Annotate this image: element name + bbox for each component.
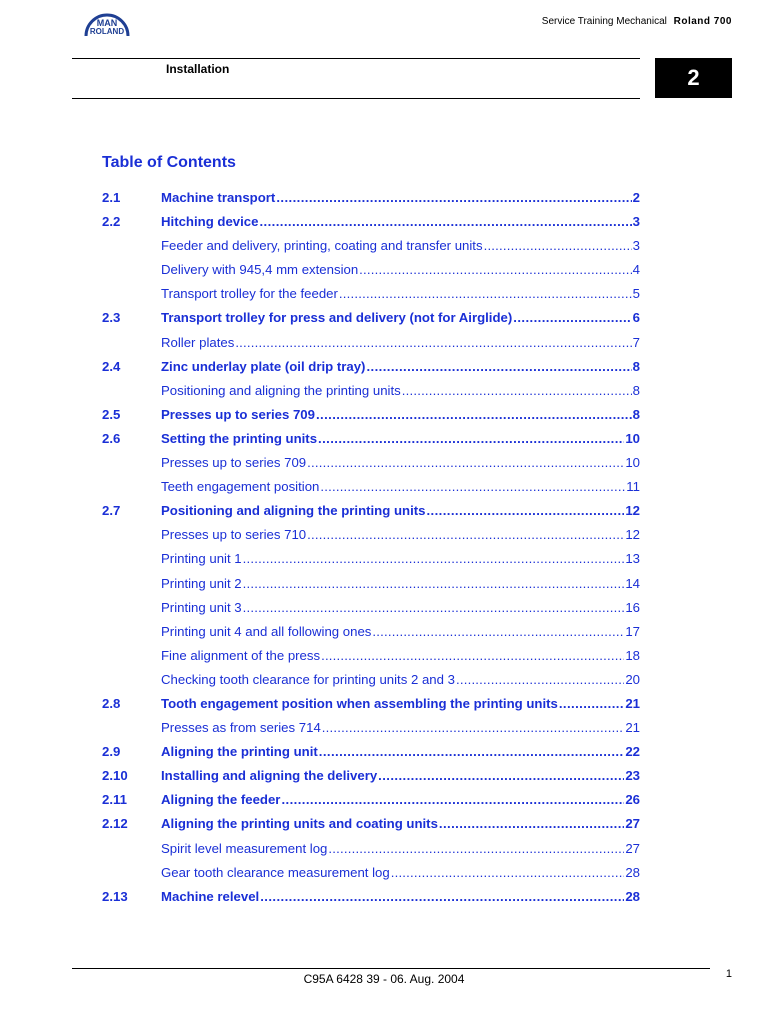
toc-entry-number: 2.7	[102, 503, 121, 519]
toc-entry-page: 20	[625, 671, 640, 687]
toc-dot-leader	[319, 744, 625, 759]
toc-entry[interactable]	[102, 503, 640, 527]
toc-entry-title: Hitching device	[161, 214, 259, 230]
toc-entry-page: 8	[632, 358, 640, 374]
toc-entry-page: 5	[632, 286, 640, 302]
toc-entry-page: 26	[625, 792, 640, 808]
toc-dot-leader	[318, 431, 624, 446]
toc-entry-page: 28	[625, 888, 640, 904]
toc-dot-leader	[391, 865, 625, 880]
toc-entry-page: 27	[625, 816, 640, 832]
toc-entry-page: 23	[625, 768, 640, 784]
toc-dot-leader	[321, 648, 624, 663]
toc-entry-title: Fine alignment of the press	[161, 647, 321, 663]
toc-entry-title: Aligning the feeder	[161, 792, 281, 808]
toc-entry-title: Feeder and delivery, printing, coating and transfer units	[161, 238, 483, 254]
toc-entry-page: 10	[625, 430, 640, 446]
toc-dot-leader	[378, 768, 624, 783]
toc-entry-number: 2.5	[102, 406, 121, 422]
logo-text-roland: ROLAND	[89, 27, 125, 36]
toc-entry-page: 11	[626, 479, 640, 495]
toc-entry[interactable]	[102, 576, 640, 600]
toc-heading: Table of Contents	[102, 154, 236, 171]
toc-dot-leader	[339, 286, 632, 301]
toc-entry[interactable]	[102, 407, 640, 431]
toc-dot-leader	[307, 455, 624, 470]
toc-entry[interactable]	[102, 865, 640, 889]
header-rule-top	[72, 58, 640, 59]
toc-dot-leader	[366, 359, 631, 374]
toc-entry[interactable]	[102, 335, 640, 359]
footer-page-number: 1	[725, 968, 732, 980]
toc-entry-number: 2.3	[102, 310, 121, 326]
toc-entry-number: 2.4	[102, 358, 121, 374]
section-title: Installation	[166, 62, 230, 76]
toc-entry-page: 12	[625, 527, 640, 543]
toc-entry-page: 27	[625, 840, 640, 856]
toc-entry-page: 28	[625, 864, 640, 880]
toc-dot-leader	[243, 600, 625, 615]
toc-entry-number: 2.13	[102, 888, 128, 904]
toc-dot-leader	[320, 479, 625, 494]
toc-entry[interactable]	[102, 359, 640, 383]
toc-entry-title: Transport trolley for press and delivery (not for Airglide)	[161, 310, 513, 326]
toc-entry[interactable]	[102, 190, 640, 214]
toc-dot-leader	[243, 551, 625, 566]
toc-entry-page: 8	[632, 406, 640, 422]
toc-entry-page: 3	[632, 238, 640, 254]
footer-doc-code: C95A 6428 39 - 06. Aug. 2004	[303, 972, 465, 986]
toc-entry-title: Printing unit 4 and all following ones	[161, 623, 372, 639]
toc-entry-number: 2.2	[102, 214, 121, 230]
toc-dot-leader	[439, 816, 624, 831]
toc-dot-leader	[281, 792, 624, 807]
toc-entry-title: Machine transport	[161, 190, 276, 205]
footer-rule	[72, 968, 710, 969]
toc-entry-title: Spirit level measurement log	[161, 840, 328, 856]
toc-list	[102, 190, 640, 913]
toc-entry[interactable]	[102, 527, 640, 551]
toc-entry-title: Presses up to series 709	[161, 455, 307, 471]
toc-entry[interactable]	[102, 310, 640, 334]
toc-entry[interactable]	[102, 841, 640, 865]
toc-entry-title: Machine relevel	[161, 888, 260, 904]
header-training-title	[542, 16, 732, 27]
toc-dot-leader	[559, 696, 624, 711]
toc-entry-title: Delivery with 945,4 mm extension	[161, 262, 359, 278]
toc-entry-title: Setting the printing units	[161, 430, 318, 446]
toc-entry-number: 2.11	[102, 792, 127, 808]
training-label: Service Training Mechanical	[541, 16, 667, 27]
toc-entry-page: 13	[625, 551, 640, 567]
toc-entry[interactable]	[102, 383, 640, 407]
toc-entry-page: 16	[625, 599, 640, 615]
toc-entry-title: Checking tooth clearance for printing units 2 and 3	[161, 671, 455, 687]
toc-entry-page: 17	[625, 623, 640, 639]
toc-dot-leader	[307, 527, 624, 542]
toc-entry-title: Presses as from series 714	[161, 720, 321, 736]
toc-entry-title: Transport trolley for the feeder	[161, 286, 338, 302]
toc-entry-title: Teeth engagement position	[161, 479, 320, 495]
toc-entry-page: 7	[632, 334, 640, 350]
toc-dot-leader	[243, 576, 625, 591]
toc-entry[interactable]	[102, 792, 640, 816]
toc-entry[interactable]	[102, 600, 640, 624]
toc-entry[interactable]	[102, 648, 640, 672]
toc-entry-title: Aligning the printing units and coating units	[161, 816, 438, 832]
chapter-number-badge: 2	[655, 58, 732, 98]
toc-entry-title: Roller plates	[161, 334, 235, 350]
toc-dot-leader	[484, 238, 632, 253]
toc-entry-page: 18	[625, 647, 640, 663]
toc-entry-page: 10	[625, 455, 640, 471]
toc-entry-number: 2.1	[102, 190, 121, 205]
toc-entry-page: 12	[625, 503, 640, 519]
toc-entry-page: 8	[632, 382, 640, 398]
toc-entry-page: 2	[632, 190, 640, 205]
toc-entry-page: 3	[632, 214, 640, 230]
toc-dot-leader	[328, 841, 624, 856]
toc-entry[interactable]	[102, 720, 640, 744]
toc-dot-leader	[259, 214, 631, 229]
toc-entry-title: Printing unit 3	[161, 599, 242, 615]
toc-dot-leader	[513, 310, 631, 325]
toc-entry-title: Printing unit 2	[161, 575, 242, 591]
toc-entry[interactable]	[102, 672, 640, 696]
toc-entry-title: Presses up to series 710	[161, 527, 307, 543]
toc-entry[interactable]	[102, 624, 640, 648]
toc-entry-page: 6	[632, 310, 640, 326]
toc-entry[interactable]	[102, 479, 640, 503]
toc-dot-leader	[260, 889, 624, 904]
toc-dot-leader	[426, 503, 624, 518]
toc-entry-number: 2.8	[102, 695, 121, 711]
toc-dot-leader	[276, 190, 631, 205]
toc-entry-number: 2.6	[102, 430, 121, 446]
toc-entry-title: Gear tooth clearance measurement log	[161, 864, 390, 880]
toc-entry-page: 14	[625, 575, 640, 591]
toc-entry[interactable]	[102, 214, 640, 238]
toc-entry[interactable]	[102, 431, 640, 455]
toc-entry[interactable]	[102, 744, 640, 768]
toc-entry-page: 22	[625, 744, 640, 760]
man-roland-logo	[78, 8, 136, 36]
toc-entry[interactable]	[102, 262, 640, 286]
toc-dot-leader	[359, 262, 631, 277]
toc-entry[interactable]	[102, 889, 640, 913]
toc-entry-title: Printing unit 1	[161, 551, 242, 567]
toc-entry-title: Zinc underlay plate (oil drip tray)	[161, 358, 366, 374]
toc-dot-leader	[316, 407, 632, 422]
toc-entry[interactable]	[102, 696, 640, 720]
toc-dot-leader	[322, 720, 625, 735]
toc-entry[interactable]	[102, 286, 640, 310]
toc-entry-title: Presses up to series 709	[161, 406, 315, 422]
toc-entry-number: 2.10	[102, 768, 128, 784]
header-rule-bottom	[72, 98, 640, 99]
product-name: Roland 700	[673, 16, 732, 27]
toc-entry[interactable]	[102, 455, 640, 479]
toc-entry-page: 21	[625, 720, 640, 736]
toc-entry-title: Installing and aligning the delivery	[161, 768, 378, 784]
toc-entry[interactable]	[102, 238, 640, 262]
toc-entry-title: Positioning and aligning the printing units	[161, 382, 401, 398]
toc-entry-title: Tooth engagement position when assembling the printing units	[161, 695, 558, 711]
toc-entry[interactable]	[102, 551, 640, 575]
toc-entry-number: 2.12	[102, 816, 128, 832]
toc-entry-page: 4	[632, 262, 640, 278]
toc-entry-number: 2.9	[102, 744, 121, 760]
logo-text-man: MAN	[96, 18, 118, 28]
toc-dot-leader	[235, 335, 631, 350]
toc-dot-leader	[456, 672, 624, 687]
toc-entry-page: 21	[625, 695, 640, 711]
toc-entry[interactable]	[102, 768, 640, 792]
toc-entry-title: Aligning the printing unit	[161, 744, 318, 760]
toc-entry-title: Positioning and aligning the printing units	[161, 503, 426, 519]
toc-entry[interactable]	[102, 816, 640, 840]
toc-dot-leader	[402, 383, 632, 398]
toc-dot-leader	[372, 624, 624, 639]
